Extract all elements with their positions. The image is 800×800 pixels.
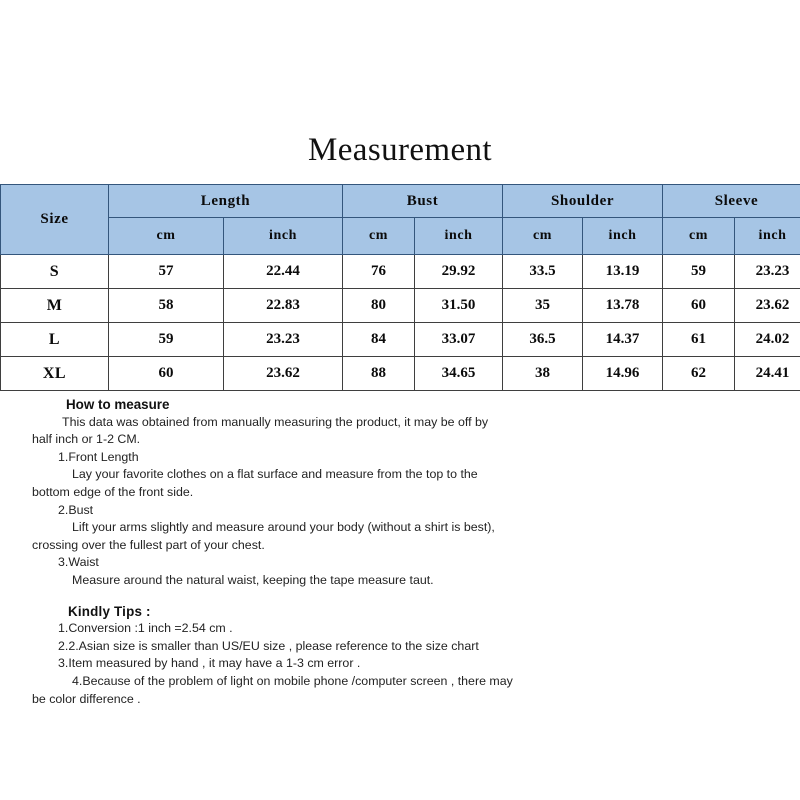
cell-length-cm: 58 <box>109 289 224 323</box>
cell-length-cm: 59 <box>109 323 224 357</box>
cell-sleeve-inch: 23.62 <box>735 289 800 323</box>
header-sleeve-cm: cm <box>663 218 735 255</box>
kindly-tips-item2: 2.2.Asian size is smaller than US/EU size , please reference to the size chart <box>58 638 479 653</box>
cell-shoulder-cm: 35 <box>503 289 583 323</box>
table-row <box>1 357 800 391</box>
how-to-measure-item1-line1: Lay your favorite clothes on a flat surface and measure from the top to the <box>72 467 478 482</box>
cell-sleeve-inch: 24.41 <box>735 357 800 391</box>
cell-bust-inch: 29.92 <box>415 255 503 289</box>
cell-shoulder-cm: 38 <box>503 357 583 391</box>
cell-length-inch: 22.44 <box>224 255 343 289</box>
cell-length-cm: 60 <box>109 357 224 391</box>
how-to-measure-item1-line2: bottom edge of the front side. <box>32 484 194 499</box>
cell-length-inch: 23.23 <box>224 323 343 357</box>
cell-bust-inch: 33.07 <box>415 323 503 357</box>
header-shoulder-cm: cm <box>503 218 583 255</box>
how-to-measure-item2-title: 2.Bust <box>58 502 94 517</box>
table-body <box>1 255 800 391</box>
cell-sleeve-cm: 60 <box>663 289 735 323</box>
cell-shoulder-inch: 13.19 <box>583 255 663 289</box>
cell-sleeve-cm: 62 <box>663 357 735 391</box>
table-row <box>1 289 800 323</box>
header-shoulder-inch: inch <box>583 218 663 255</box>
header-bust-cm: cm <box>343 218 415 255</box>
cell-shoulder-inch: 14.96 <box>583 357 663 391</box>
cell-bust-cm: 80 <box>343 289 415 323</box>
how-to-measure-intro-line2: half inch or 1-2 CM. <box>32 432 141 447</box>
how-to-measure-item2-line1: Lift your arms slightly and measure around your body (without a shirt is best), <box>72 520 495 535</box>
cell-sleeve-cm: 59 <box>663 255 735 289</box>
kindly-tips-heading: Kindly Tips : <box>68 603 151 619</box>
table-row <box>1 323 800 357</box>
how-to-measure-intro-line1: This data was obtained from manually measuring the product, it may be off by <box>62 414 489 429</box>
table-row <box>1 255 800 289</box>
header-group-row <box>1 185 800 218</box>
cell-shoulder-inch: 13.78 <box>583 289 663 323</box>
cell-shoulder-inch: 14.37 <box>583 323 663 357</box>
kindly-tips-item4-line2: be color difference . <box>32 691 141 706</box>
how-to-measure-block <box>0 396 800 590</box>
header-size: Size <box>1 185 109 255</box>
cell-length-cm: 57 <box>109 255 224 289</box>
cell-bust-inch: 34.65 <box>415 357 503 391</box>
kindly-tips-item1: 1.Conversion :1 inch =2.54 cm . <box>58 621 233 636</box>
kindly-tips-block <box>0 603 800 709</box>
how-to-measure-item2-line2: crossing over the fullest part of your chest. <box>32 537 265 552</box>
header-sleeve-inch: inch <box>735 218 800 255</box>
kindly-tips-item3: 3.Item measured by hand , it may have a 1-3 cm error . <box>58 656 361 671</box>
kindly-tips-item4-line1: 4.Because of the problem of light on mobile phone /computer screen , there may <box>72 673 513 688</box>
notes-section <box>0 396 800 708</box>
page-title: Measurement <box>308 132 492 168</box>
header-bust-inch: inch <box>415 218 503 255</box>
header-length-cm: cm <box>109 218 224 255</box>
header-group-shoulder: Shoulder <box>503 185 663 218</box>
cell-bust-inch: 31.50 <box>415 289 503 323</box>
cell-size: S <box>1 255 109 289</box>
cell-shoulder-cm: 33.5 <box>503 255 583 289</box>
cell-bust-cm: 84 <box>343 323 415 357</box>
cell-shoulder-cm: 36.5 <box>503 323 583 357</box>
cell-bust-cm: 76 <box>343 255 415 289</box>
how-to-measure-item3-line1: Measure around the natural waist, keeping the tape measure taut. <box>72 572 434 587</box>
header-group-length: Length <box>109 185 343 218</box>
table-header <box>1 185 800 255</box>
how-to-measure-heading: How to measure <box>66 397 170 412</box>
cell-length-inch: 22.83 <box>224 289 343 323</box>
how-to-measure-item1-title: 1.Front Length <box>58 449 139 464</box>
how-to-measure-item3-title: 3.Waist <box>58 555 99 570</box>
header-unit-row <box>1 218 800 255</box>
notes-spacer <box>0 590 800 603</box>
cell-sleeve-inch: 24.02 <box>735 323 800 357</box>
cell-size: XL <box>1 357 109 391</box>
header-group-bust: Bust <box>343 185 503 218</box>
cell-length-inch: 23.62 <box>224 357 343 391</box>
cell-sleeve-cm: 61 <box>663 323 735 357</box>
size-chart-table <box>0 184 800 391</box>
header-length-inch: inch <box>224 218 343 255</box>
cell-bust-cm: 88 <box>343 357 415 391</box>
header-group-sleeve: Sleeve <box>663 185 800 218</box>
cell-sleeve-inch: 23.23 <box>735 255 800 289</box>
cell-size: L <box>1 323 109 357</box>
cell-size: M <box>1 289 109 323</box>
